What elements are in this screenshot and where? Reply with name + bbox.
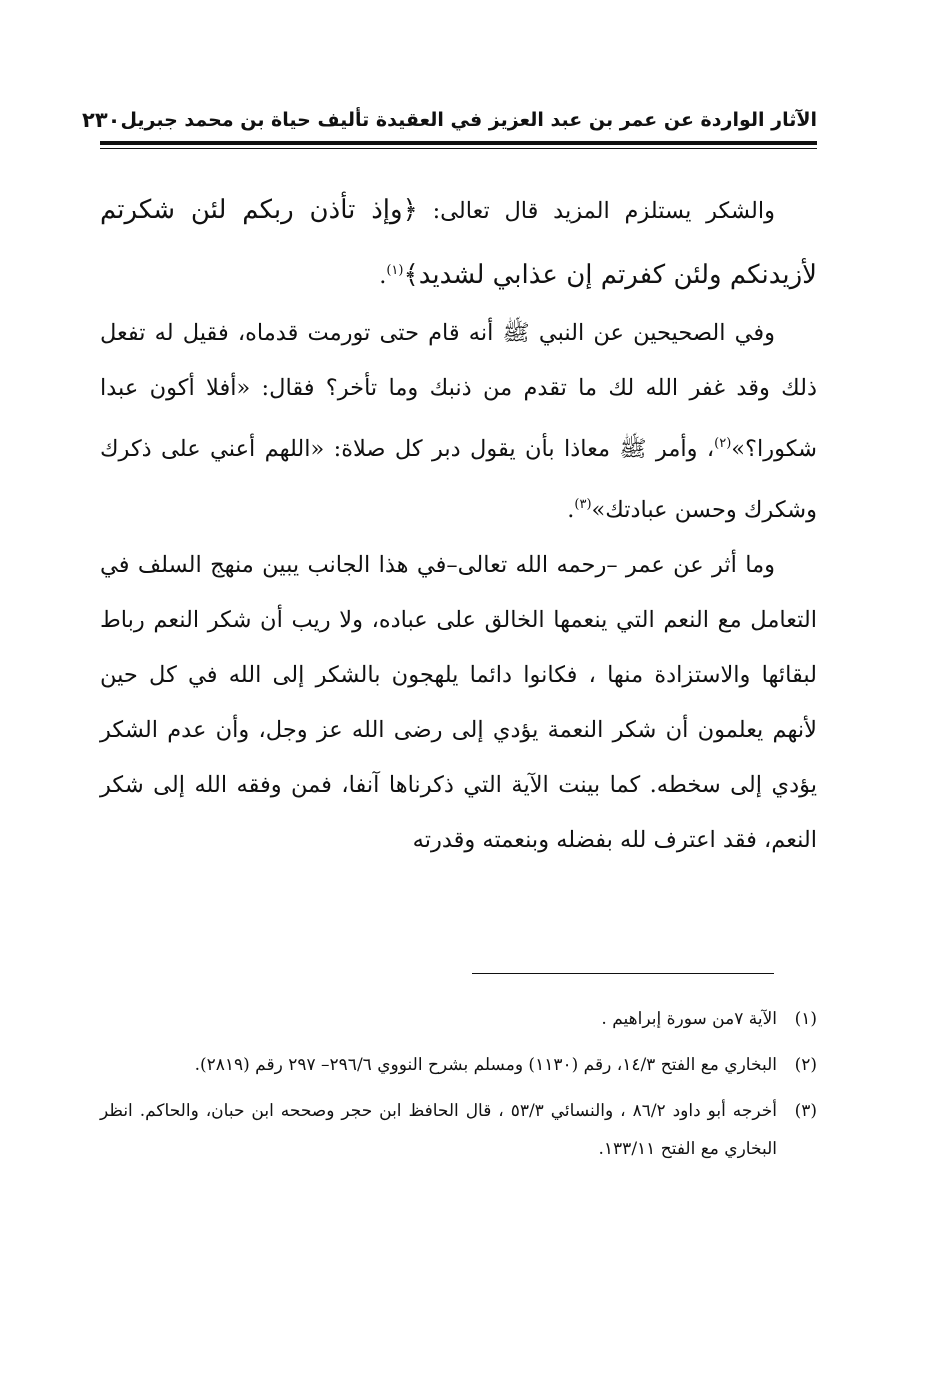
- footnote-ref-2[interactable]: (٢): [714, 436, 732, 451]
- header-title: الآثار الواردة عن عمر بن عبد العزيز في العقيدة تأليف حياة بن محمد جبريل: [120, 109, 817, 131]
- paragraph-1: [100, 180, 817, 306]
- footnote-number: (١): [794, 1009, 817, 1029]
- paragraph-2: [100, 306, 817, 538]
- p3-text: وما أثر عن عمر –رحمه الله تعالى–في هذا الجانب يبين منهج السلف في التعامل مع النعم التي ينعمها الخالق على عباده، ولا ريب أن شكر النعم رباط لبقائها والاستزادة منها ، فكانوا دائما يلهجون بالشكر إلى الله في كل حين لأنهم يعلمون أن شكر النعمة يؤدي إلى رضى الله عز وجل، وأن عدم الشكر يؤدي إلى سخطه. كما بينت الآية التي ذكرناها آنفا، فمن وفقه الله إلى شكر النعم، فقد اعترف لله بفضله وبنعمته وقدرته: [100, 552, 817, 853]
- footnote-separator: [472, 973, 774, 974]
- p2-end: .: [567, 497, 575, 523]
- p1-intro: والشكر يستلزم المزيد قال تعالى:: [432, 198, 775, 224]
- header-rule-thin: [100, 148, 817, 149]
- page-number: ٢٣٠: [82, 108, 121, 132]
- p2-part-a: وفي الصحيحين عن النبي ﷺ أنه قام حتى تورمت قدماه، فقيل له تفعل ذلك وقد غفر الله لك ما تقدم من ذنبك وما تأخر؟ فقال: «أفلا أكون عبدا شكورا؟»: [100, 320, 817, 462]
- footnote-ref-1[interactable]: (١): [386, 263, 404, 278]
- footnote-1: [100, 1000, 817, 1038]
- p1-end: .: [379, 263, 387, 289]
- footnote-ref-3[interactable]: (٣): [574, 497, 592, 512]
- quran-verse: ﴿وإذ تأذن ربكم لئن شكرتم لأزيدنكم ولئن كفرتم إن عذابي لشديد﴾: [100, 195, 817, 290]
- footnotes: [100, 1000, 817, 1176]
- footnote-2: [100, 1046, 817, 1084]
- footnote-text: الآية ٧من سورة إبراهيم .: [601, 1009, 777, 1029]
- paragraph-3: [100, 538, 817, 868]
- header-rule-thick: [100, 141, 817, 145]
- main-text: [100, 180, 817, 868]
- footnote-3: [100, 1092, 817, 1168]
- footnote-number: (٣): [794, 1101, 817, 1121]
- footnote-number: (٢): [794, 1055, 817, 1075]
- footnote-text: أخرجه أبو داود ٨٦/٢ ، والنسائي ٥٣/٣ ، قال الحافظ ابن حجر وصححه ابن حبان، والحاكم. انظر البخاري مع الفتح ١٣٣/١١.: [100, 1101, 777, 1159]
- footnote-text: البخاري مع الفتح ١٤/٣، رقم (١١٣٠) ومسلم بشرح النووي ٢٩٦/٦– ٢٩٧ رقم (٢٨١٩).: [194, 1055, 777, 1075]
- book-page: [82, 0, 817, 1381]
- p2-part-b: ، وأمر ﷺ معاذا بأن يقول دبر كل صلاة: «اللهم أعني على ذكرك وشكرك وحسن عبادتك»: [100, 436, 817, 523]
- running-header: [82, 100, 817, 140]
